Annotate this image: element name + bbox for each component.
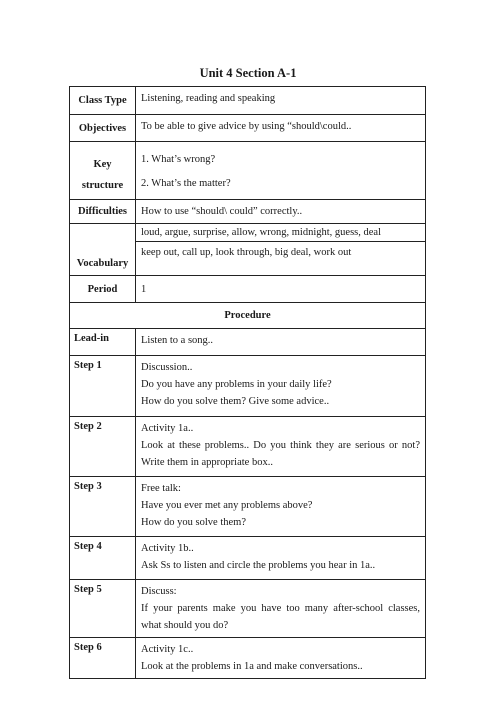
class-type-value: Listening, reading and speaking: [136, 87, 426, 115]
step-content-5: [136, 580, 426, 638]
step-label-6: Step 6: [70, 638, 136, 679]
vocabulary-label: Vocabulary: [70, 224, 136, 276]
step-line: Discuss:: [141, 586, 177, 597]
step-content-1: [136, 356, 426, 417]
class-type-label: Class Type: [70, 87, 136, 115]
step-line: How do you solve them? Give some advice..: [141, 396, 330, 407]
step-content-6: [136, 638, 426, 679]
step-row: [70, 356, 426, 417]
step-label-4: Step 4: [70, 537, 136, 580]
lesson-plan-table: [69, 86, 426, 679]
vocabulary-phrases: keep out, call up, look through, big deal, work out: [136, 242, 426, 276]
step-content-4: [136, 537, 426, 580]
key-structure-item-2: 2. What’s the matter?: [141, 178, 231, 189]
step-line: Have you ever met any problems above?: [141, 500, 313, 511]
key-structure-value: [136, 142, 426, 200]
step-line: Do you have any problems in your daily life?: [141, 379, 332, 390]
page-title: Unit 4 Section A-1: [199, 66, 297, 80]
period-label: Period: [70, 276, 136, 303]
step-label-3: Step 3: [70, 477, 136, 537]
step-line: Activity 1c..: [141, 644, 194, 655]
step-content-lead-in: [136, 329, 426, 356]
step-row: [70, 329, 426, 356]
step-line: Ask Ss to listen and circle the problems you hear in 1a..: [141, 560, 376, 571]
vocabulary-words: loud, argue, surprise, allow, wrong, midnight, guess, deal: [136, 224, 426, 242]
step-row: [70, 537, 426, 580]
difficulties-row: [70, 200, 426, 224]
objectives-row: [70, 115, 426, 142]
key-structure-row: [70, 142, 426, 200]
class-type-row: [70, 87, 426, 115]
step-row: [70, 638, 426, 679]
step-line: How do you solve them?: [141, 517, 246, 528]
objectives-value: To be able to give advice by using “should\could..: [136, 115, 426, 142]
step-line: Activity 1a..: [141, 423, 194, 434]
step-row: [70, 477, 426, 537]
step-row: [70, 580, 426, 638]
step-line: If your parents make you have too many after-school classes, what should you do?: [141, 603, 420, 631]
step-line: Activity 1b..: [141, 543, 194, 554]
vocabulary-row-1: [70, 224, 426, 242]
step-line: Discussion..: [141, 362, 193, 373]
key-structure-label-line-1: Key: [93, 159, 112, 170]
difficulties-value: How to use “should\ could” correctly..: [136, 200, 426, 224]
period-value: 1: [136, 276, 426, 303]
step-content-2: [136, 417, 426, 477]
difficulties-label: Difficulties: [70, 200, 136, 224]
procedure-heading: Procedure: [70, 303, 426, 329]
step-label-5: Step 5: [70, 580, 136, 638]
step-row: [70, 417, 426, 477]
step-line: Look at the problems in 1a and make conversations..: [141, 661, 363, 672]
period-row: [70, 276, 426, 303]
step-line: Listen to a song..: [141, 335, 214, 346]
step-line: Free talk:: [141, 483, 181, 494]
step-label-1: Step 1: [70, 356, 136, 417]
step-line: Look at these problems.. Do you think they are serious or not? Write them in appropriate box..: [141, 440, 420, 468]
objectives-label: Objectives: [70, 115, 136, 142]
key-structure-label-line-2: structure: [81, 180, 124, 191]
key-structure-label: [70, 142, 136, 200]
step-label-2: Step 2: [70, 417, 136, 477]
step-content-3: [136, 477, 426, 537]
procedure-heading-row: [70, 303, 426, 329]
key-structure-item-1: 1. What’s wrong?: [141, 154, 216, 165]
step-label-lead-in: Lead-in: [70, 329, 136, 356]
